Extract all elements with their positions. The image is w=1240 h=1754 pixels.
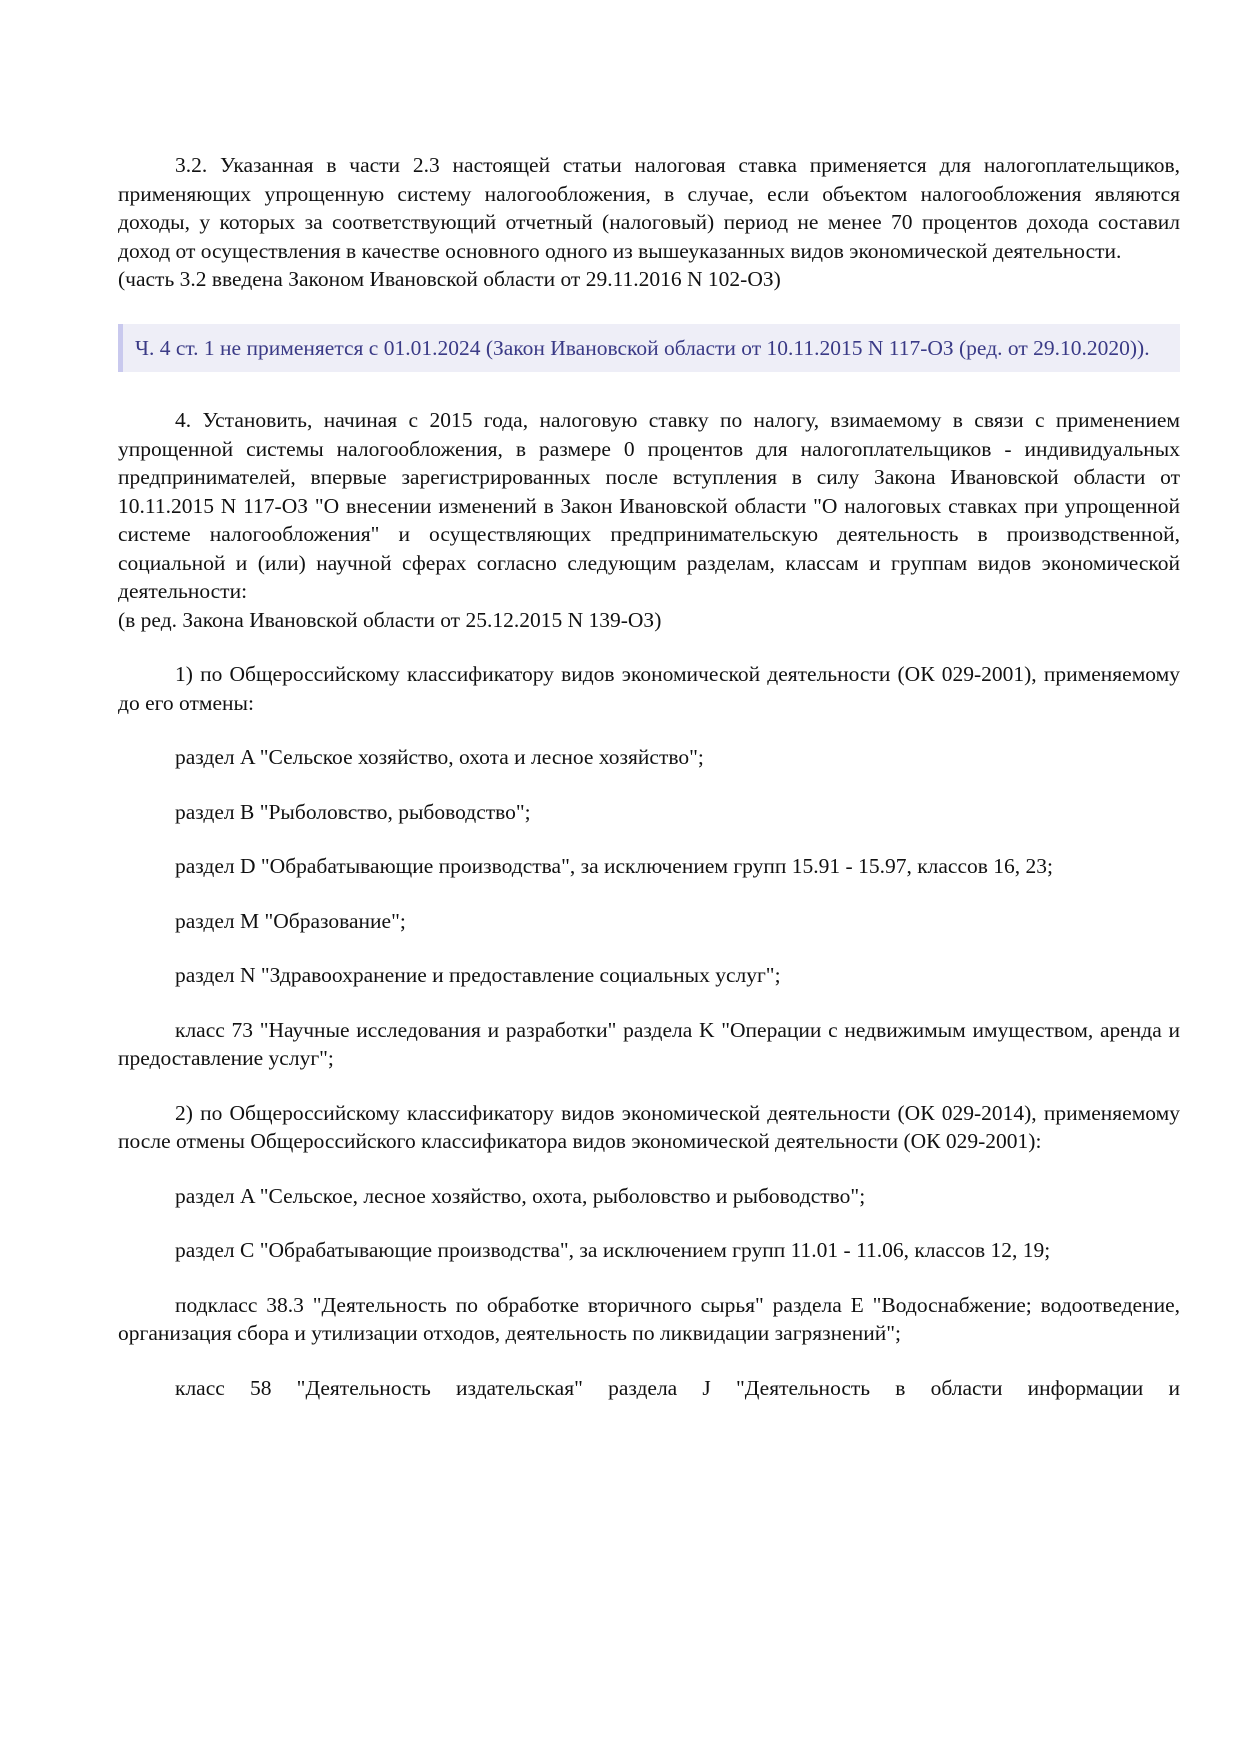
list-item: раздел N "Здравоохранение и предоставление социальных услуг"; bbox=[175, 963, 781, 987]
list2-intro: 2) по Общероссийскому классификатору видов экономической деятельности (ОК 029-2014), применяемому после отмены Общероссийского классификатора видов экономической деятельности (ОК 029-2001): bbox=[118, 1100, 1180, 1153]
list-item: раздел A "Сельское, лесное хозяйство, охота, рыболовство и рыбоводство"; bbox=[175, 1183, 866, 1208]
paragraph-3-2: 3.2. Указанная в части 2.3 настоящей статьи налоговая ставка применяется для налогоплательщиков, применяющих упрощенную систему налогообложения, в случае, если объектом налогообложения являются доходы, у которых за соответствующий отчетный (налоговый) период не менее 70 процентов дохода составил доход от осуществления в качестве основного одного из вышеуказанных видов экономической деятельности. bbox=[118, 153, 1180, 263]
list-item: раздел D "Обрабатывающие производства", за исключением групп 15.91 - 15.97, классов 16, 23; bbox=[175, 854, 1053, 878]
list-item: подкласс 38.3 "Деятельность по обработке вторичного сырья" раздела E "Водоснабжение; водоотведение, организация сбора и утилизации отходов, деятельность по ликвидации загрязнений"; bbox=[118, 1292, 1180, 1345]
list-item: класс 73 "Научные исследования и разработки" раздела K "Операции с недвижимым имуществом, аренда и предоставление услуг"; bbox=[118, 1017, 1180, 1070]
list-item: класс 58 "Деятельность издательская" раздела J "Деятельность в области информации и bbox=[175, 1375, 1180, 1400]
list-item: раздел C "Обрабатывающие производства", за исключением групп 11.01 - 11.06, классов 12, 19; bbox=[175, 1238, 1051, 1262]
paragraph-4-amendment: (в ред. Закона Ивановской области от 25.12.2015 N 139-ОЗ) bbox=[118, 607, 662, 632]
paragraph-3-2-amendment: (часть 3.2 введена Законом Ивановской области от 29.11.2016 N 102-ОЗ) bbox=[118, 267, 781, 291]
list-item: раздел M "Образование"; bbox=[175, 908, 406, 933]
list1-intro: 1) по Общероссийскому классификатору видов экономической деятельности (ОК 029-2001), применяемому до его отмены: bbox=[118, 662, 1180, 715]
paragraph-4: 4. Установить, начиная с 2015 года, налоговую ставку по налогу, взимаемому в связи с применением упрощенной системы налогообложения, в размере 0 процентов для налогоплательщиков - индивидуальных предпринимателей, впервые зарегистрированных после вступления в силу Закона Ивановской области от 10.11.2015 N 117-ОЗ "О внесении изменений в Закон Ивановской области "О налоговых ставках при упрощенной системе налогообложения" и осуществляющих предпринимательскую деятельность в производственной, социальной и (или) научной сферах согласно следующим разделам, классам и группам видов экономической деятельности: bbox=[118, 408, 1180, 603]
list-item: раздел B "Рыболовство, рыбоводство"; bbox=[175, 799, 531, 824]
document-page bbox=[118, 151, 1180, 1428]
applicability-notice: Ч. 4 ст. 1 не применяется с 01.01.2024 (Закон Ивановской области от 10.11.2015 N 117-ОЗ (ред. от 29.10.2020)). bbox=[118, 324, 1180, 373]
list-item: раздел A "Сельское хозяйство, охота и лесное хозяйство"; bbox=[175, 745, 704, 769]
